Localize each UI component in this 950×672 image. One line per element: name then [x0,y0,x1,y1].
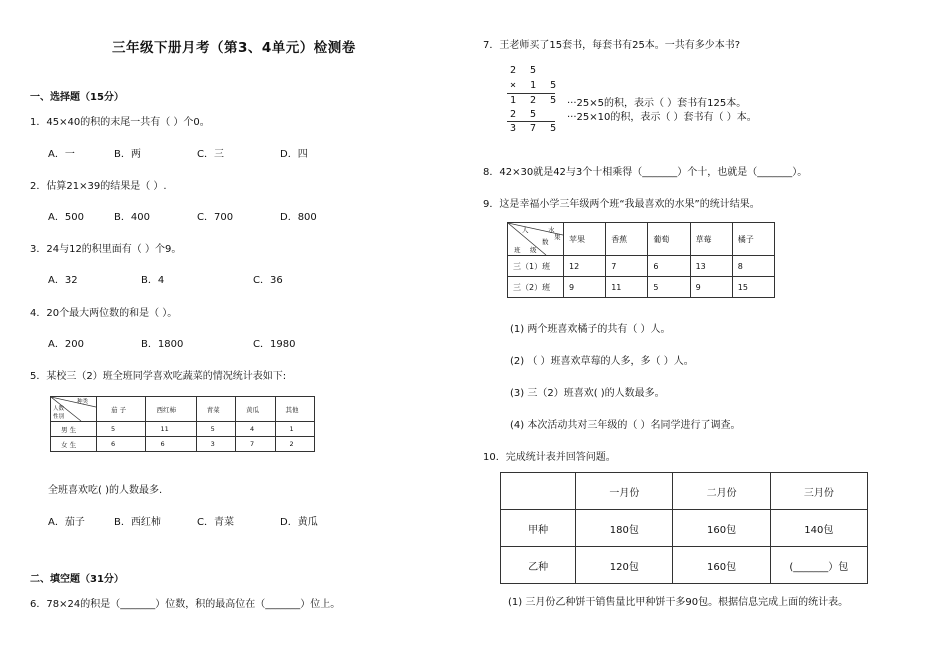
q3-option-a: A．32 [48,275,78,286]
question-1: 1．45×40的积的末尾一共有（ ）个0。 [30,117,210,128]
q3-option-b: B．4 [141,275,165,286]
q10-sub-1: (1) 三月份乙种饼干销售量比甲种饼干多90包。根据信息完成上面的统计表。 [508,597,849,608]
question-5: 5．某校三（2）班全班同学喜欢吃蔬菜的情况统计表如下: [30,371,287,382]
question-9: 9．这是幸福小学三年级两个班“我最喜欢的水果”的统计结果。 [483,199,760,210]
table-row: 女 生 6 6 3 7 2 [51,437,315,452]
q2-option-c: C．700 [197,212,234,223]
q4-option-b: B．1800 [141,339,184,350]
question-8: 8．42×30就是42与3个十相乘得（_______）个十，也就是（_______）。 [483,167,808,178]
question-10: 10．完成统计表并回答问题。 [483,452,616,463]
table-row: 男 生 5 11 5 4 1 [51,422,315,437]
q5-question: 全班喜欢吃( )的人数最多. [48,485,163,496]
q2-option-a: A．500 [48,212,84,223]
q5-option-c: C．青菜 [197,517,234,528]
q5-option-d: D．黄瓜 [280,517,318,528]
q9-sub-3: (3) 三（2）班喜欢( )的人数最多。 [510,388,665,399]
question-3: 3．24与12的积里面有（ ）个9。 [30,244,182,255]
question-7: 7．王老师买了15套书，每套书有25本。一共有多少本书? [483,40,741,51]
q2-option-b: B．400 [114,212,150,223]
mult-line-4: 2 5 [510,109,541,120]
q9-sub-2: (2) （ ）班喜欢草莓的人多，多（ ）人。 [510,356,694,367]
q9-sub-4: (4) 本次活动共对三年级的（ ）名同学进行了调查。 [510,420,741,431]
header-cell: 草莓 [690,223,732,256]
header-cell: 茄 子 [97,397,146,422]
fruit-table [507,222,775,298]
question-6: 6．78×24的积是（_______）位数，积的最高位在（_______）位上。 [30,599,341,610]
header-cell: 香蕉 [606,223,648,256]
vegetable-table [50,396,315,452]
q4-option-a: A．200 [48,339,84,350]
mult-line-2: × 1 5 [510,80,561,91]
header-cell: 西红柿 [146,397,196,422]
cookie-sales-table [500,472,868,584]
mult-rule-1 [507,93,555,94]
page-title: 三年级下册月考（第3、4单元）检测卷 [112,40,356,56]
mult-line-1: 2 5 [510,65,541,76]
question-4: 4．20个最大两位数的和是（ ）。 [30,308,178,319]
q2-option-d: D．800 [280,212,317,223]
q5-option-a: A．茄子 [48,517,85,528]
table-corner-cell: 种类 人数 性别 [51,397,97,422]
q4-option-c: C．1980 [253,339,296,350]
question-2: 2．估算21×39的结果是（ ）. [30,181,167,192]
header-cell: 黄瓜 [236,397,275,422]
section-heading-choice: 一、选择题（15分） [30,92,124,103]
q1-option-b: B．两 [114,149,141,160]
table-corner-cell: 人 水 果 数 班 级 [508,223,564,256]
q1-option-a: A．一 [48,149,75,160]
q1-option-d: D．四 [280,149,308,160]
q5-option-b: B．西红柿 [114,517,161,528]
q7-note-1: ···25×5的积，表示（ ）套书有125本。 [567,98,747,109]
mult-line-5: 3 7 5 [510,123,561,134]
table-header-row: 一月份 二月份 三月份 [501,473,868,510]
q1-option-c: C．三 [197,149,224,160]
table-row: 三（1）班 12 7 6 13 8 [508,256,775,277]
q7-note-2: ···25×10的积，表示（ ）套书有（ ）本。 [567,112,757,123]
section-heading-fill: 二、填空题（31分） [30,574,124,585]
header-cell: 青菜 [196,397,235,422]
header-cell: 橘子 [732,223,774,256]
q3-option-c: C．36 [253,275,283,286]
header-cell: 其他 [275,397,315,422]
header-cell: 葡萄 [648,223,690,256]
table-row: 三（2）班 9 11 5 9 15 [508,277,775,298]
header-cell: 苹果 [564,223,606,256]
mult-line-3: 1 2 5 [510,95,561,106]
mult-rule-2 [507,121,555,122]
q9-sub-1: (1) 两个班喜欢橘子的共有（ ）人。 [510,324,671,335]
table-row: 乙种 120包 160包 (_______）包 [501,547,868,584]
table-row: 甲种 180包 160包 140包 [501,510,868,547]
